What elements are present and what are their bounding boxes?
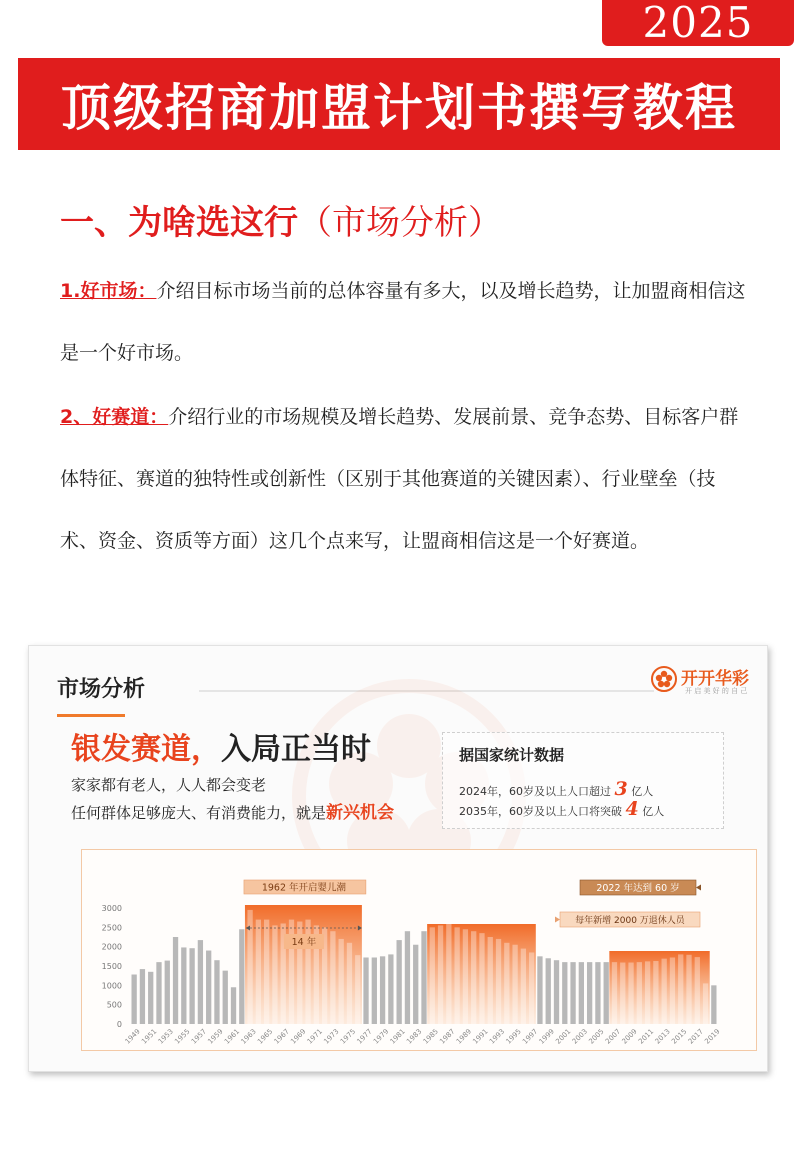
- bar: [604, 962, 609, 1024]
- bar: [198, 940, 203, 1024]
- x-tick-label: 1975: [338, 1027, 358, 1046]
- x-tick-label: 2003: [570, 1027, 590, 1046]
- bar: [537, 956, 542, 1024]
- bar: [695, 957, 700, 1024]
- x-tick-label: 1949: [123, 1027, 142, 1046]
- x-tick-label: 2007: [603, 1027, 623, 1046]
- x-tick-label: 2011: [637, 1027, 656, 1046]
- bar: [272, 925, 277, 1024]
- bar: [546, 958, 551, 1024]
- x-tick-label: 1989: [454, 1027, 474, 1046]
- section-heading-paren: （市场分析）: [298, 203, 502, 243]
- x-tick-label: 1993: [487, 1027, 507, 1046]
- bar: [223, 971, 228, 1024]
- bar: [512, 945, 517, 1024]
- bar: [471, 931, 476, 1024]
- bar: [140, 969, 145, 1024]
- baby-boom-label: 1962 年开启婴儿潮: [261, 882, 347, 894]
- x-tick-label: 1981: [388, 1027, 407, 1046]
- bar: [521, 949, 526, 1024]
- x-tick-label: 1983: [405, 1027, 424, 1046]
- section-heading-main: 一、为啥选这行: [60, 203, 298, 243]
- stats-line-prefix: 2024年，60岁及以上人口超过: [459, 785, 611, 798]
- bar: [339, 939, 344, 1024]
- bar: [595, 962, 600, 1024]
- slide-headline: [71, 724, 371, 768]
- flower-icon: [651, 666, 677, 692]
- bar: [264, 920, 269, 1024]
- bar: [637, 962, 642, 1024]
- stats-title: 据国家统计数据: [459, 746, 565, 764]
- bar: [670, 957, 675, 1024]
- retire-label-pointer: [555, 917, 560, 923]
- subline-highlight: 新兴机会: [326, 803, 395, 823]
- bar: [620, 963, 625, 1024]
- y-tick-label: 2000: [101, 942, 122, 952]
- bar: [703, 983, 708, 1024]
- x-tick-label: 1995: [504, 1027, 523, 1046]
- bar: [231, 987, 236, 1024]
- stats-line-2024: [459, 778, 653, 800]
- bar: [397, 940, 402, 1024]
- market-analysis-slide: [28, 645, 768, 1072]
- bar: [628, 963, 633, 1024]
- y-tick-label: 1500: [101, 962, 122, 971]
- bar: [496, 939, 501, 1024]
- bar: [446, 923, 451, 1024]
- bar: [653, 961, 658, 1024]
- bar: [438, 925, 443, 1024]
- bar: [239, 929, 244, 1024]
- bar: [479, 933, 484, 1024]
- logo-name: 开开华彩: [681, 669, 749, 689]
- bar: [463, 929, 468, 1024]
- slide-subline-1: 家家都有老人，人人都会变老: [71, 776, 267, 794]
- x-tick-label: 1977: [355, 1027, 374, 1046]
- bar: [165, 961, 170, 1024]
- page-title: 顶级招商加盟计划书撰写教程: [18, 58, 780, 150]
- x-tick-label: 1973: [322, 1027, 341, 1046]
- bar: [678, 954, 683, 1024]
- brand-logo: [651, 664, 761, 698]
- bar: [189, 948, 194, 1024]
- bar: [363, 957, 368, 1024]
- bar: [529, 952, 534, 1024]
- paragraph-text: 介绍目标市场当前的总体容量有多大，以及增长趋势，让加盟商相信这是一个好市场。: [60, 280, 746, 364]
- bar: [570, 962, 575, 1024]
- x-tick-label: 2019: [703, 1027, 722, 1046]
- birth-bar-chart: [82, 850, 756, 1050]
- bar: [562, 962, 567, 1024]
- bar: [256, 920, 261, 1024]
- stats-line-suffix: 亿人: [642, 805, 665, 818]
- paragraph-lead: 1.好市场：: [60, 280, 157, 302]
- bar: [579, 962, 584, 1024]
- bar: [488, 937, 493, 1024]
- x-tick-label: 2001: [554, 1027, 573, 1046]
- bar: [131, 975, 136, 1024]
- bar: [612, 962, 617, 1024]
- bar: [430, 927, 435, 1024]
- y-tick-label: 1000: [101, 981, 122, 991]
- slide-title-underline: [57, 714, 125, 717]
- stats-number: 3: [614, 778, 628, 800]
- x-tick-label: 1965: [256, 1027, 275, 1046]
- x-tick-label: 1955: [173, 1027, 192, 1046]
- highlight-range: [245, 905, 362, 1024]
- x-tick-label: 1953: [156, 1027, 175, 1046]
- logo-tagline: 开 启 美 好 的 自 己: [685, 687, 748, 695]
- bar: [454, 927, 459, 1024]
- year-badge: 2025: [602, 0, 794, 46]
- birth-chart-frame: [81, 849, 757, 1051]
- bar: [148, 972, 153, 1024]
- headline-black: 入局正当时: [221, 732, 371, 767]
- bar: [405, 931, 410, 1024]
- bar: [711, 985, 716, 1024]
- slide-title: 市场分析: [57, 677, 146, 702]
- paragraph-good-track: [60, 386, 750, 572]
- x-tick-label: 1969: [289, 1027, 308, 1046]
- x-tick-label: 2013: [653, 1027, 672, 1046]
- x-tick-label: 1987: [438, 1027, 457, 1046]
- bar: [554, 960, 559, 1024]
- y-tick-label: 2500: [101, 923, 122, 933]
- label-2022: 2022 年达到 60 岁: [596, 883, 680, 894]
- stats-number: 4: [625, 798, 639, 820]
- section-heading: [60, 195, 502, 244]
- bar: [347, 943, 352, 1024]
- x-tick-label: 1951: [140, 1027, 159, 1046]
- x-tick-label: 1985: [421, 1027, 440, 1046]
- x-tick-label: 1967: [272, 1027, 291, 1046]
- label-2022-pointer: [696, 885, 701, 891]
- x-tick-label: 2015: [670, 1027, 689, 1046]
- bar: [156, 962, 161, 1024]
- slide-subline-2: [71, 798, 394, 823]
- subline-prefix: 任何群体足够庞大、有消费能力，就是: [71, 804, 327, 822]
- stats-line-prefix: 2035年，60岁及以上人口将突破: [459, 805, 622, 818]
- paragraph-lead: 2、好赛道：: [60, 406, 169, 428]
- bar: [181, 947, 186, 1024]
- bar: [504, 943, 509, 1024]
- x-tick-label: 1979: [372, 1027, 391, 1046]
- x-tick-label: 1991: [471, 1027, 490, 1046]
- bar: [388, 954, 393, 1024]
- span-label: 14 年: [291, 937, 317, 948]
- paragraph-good-market: [60, 260, 750, 384]
- bar: [330, 931, 335, 1024]
- x-tick-label: 1999: [537, 1027, 556, 1046]
- x-tick-label: 1959: [206, 1027, 225, 1046]
- y-tick-label: 0: [116, 1020, 122, 1029]
- bar: [662, 959, 667, 1024]
- bar: [355, 955, 360, 1024]
- stats-line-2035: [459, 798, 664, 820]
- headline-red: 银发赛道，: [71, 732, 221, 767]
- bar: [380, 956, 385, 1024]
- y-tick-label: 3000: [101, 904, 122, 913]
- paragraph-text: 介绍行业的市场规模及增长趋势、发展前景、竞争态势、目标客户群体特征、赛道的独特性或创新性（区别于其他赛道的关键因素）、行业壁垒（技术、资金、资质等方面）这几个点来写，让盟商相信这是一个好赛道。: [60, 406, 739, 552]
- y-tick-label: 500: [106, 1000, 122, 1010]
- x-tick-label: 2005: [587, 1027, 606, 1046]
- bar: [645, 961, 650, 1024]
- retire-label: 每年新增 2000 万退休人员: [575, 916, 685, 926]
- bar: [214, 960, 219, 1024]
- stats-line-suffix: 亿人: [631, 785, 654, 798]
- x-tick-label: 2017: [686, 1027, 706, 1046]
- bar: [206, 951, 211, 1024]
- bar: [372, 957, 377, 1024]
- bar: [413, 945, 418, 1024]
- bar: [686, 955, 691, 1024]
- x-tick-label: 1957: [189, 1027, 209, 1046]
- x-tick-label: 1963: [239, 1027, 258, 1046]
- x-tick-label: 1961: [222, 1027, 242, 1046]
- x-tick-label: 2009: [620, 1027, 639, 1046]
- bar: [421, 931, 426, 1024]
- x-tick-label: 1971: [305, 1027, 325, 1046]
- bar: [587, 962, 592, 1024]
- x-tick-label: 1997: [521, 1027, 540, 1046]
- bar: [173, 937, 178, 1024]
